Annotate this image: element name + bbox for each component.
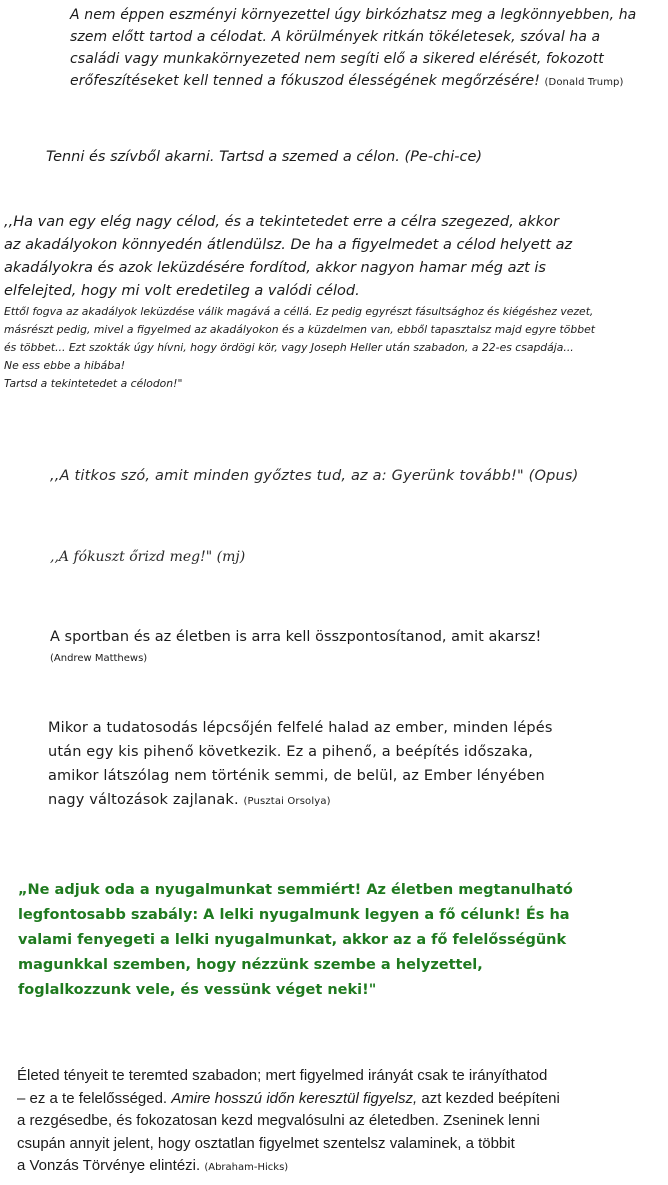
quote-line: amikor látszólag nem történik semmi, de belül, az Ember lényében: [48, 768, 545, 784]
quote-line: „Ne adjuk oda a nyugalmunkat semmiért! Az életben megtanulható: [18, 882, 573, 898]
quote-line: szem előtt tartod a célodat. A körülmények ritkán tökéletesek, szóval ha a: [70, 29, 601, 45]
quote-line: a rezgésedbe, és fokozatosan kezd megvalósulni az életedben. Zseninek lenni: [17, 1112, 540, 1129]
quote-inner-peace: [18, 878, 573, 1003]
quote-line: az akadályokon könnyedén átlendülsz. De ha a figyelmedet a célod helyett az: [4, 237, 573, 253]
quote-opus: [50, 468, 579, 484]
quote-line: ,,A titkos szó, amit minden győztes tud, az a: Gyerünk tovább!" (Opus): [50, 468, 579, 484]
quote-line: családi vagy munkakörnyezeted nem segíti elő a sikered elérését, fokozott: [70, 51, 604, 67]
quote-donald-trump: [70, 4, 636, 94]
quote-line: ,,Ha van egy elég nagy célod, és a tekintetedet erre a célra szegezed, akkor: [4, 214, 559, 230]
quote-line: foglalkozzunk vele, és vessünk véget neki!": [18, 982, 377, 998]
quote-pusztai-orsolya: [48, 716, 553, 814]
quote-text: azt kezded beépíteni: [417, 1089, 560, 1107]
quote-line: Tenni és szívből akarni. Tartsd a szemed a célon. (Pe-chi-ce): [46, 149, 483, 165]
quote-emphasis: Amire hosszú időn keresztül figyelsz,: [171, 1089, 418, 1107]
quote-small-line: másrészt pedig, mivel a figyelmed az akadályokon és a küzdelmen van, ebből tapasztalsz majd egyre többet: [4, 323, 595, 336]
quote-line: magunkkal szemben, hogy nézzünk szembe a helyzettel,: [18, 957, 483, 973]
quote-line: [70, 70, 636, 94]
quote-small-line: Ettől fogva az akadályok leküzdése válik magává a céllá. Ez pedig egyrészt fásultsághoz és kiégéshez vezet,: [4, 305, 594, 318]
quote-mj: [50, 549, 245, 565]
quote-andrew-matthews: [50, 626, 541, 670]
quote-line: [17, 1155, 560, 1180]
quote-line: valami fenyegeti a lelki nyugalmunkat, akkor az a fő felelősségünk: [18, 932, 567, 948]
quote-line: Életed tényeit te teremted szabadon; mert figyelmed irányát csak te irányíthatod: [17, 1067, 548, 1084]
quote-line: csupán annyit jelent, hogy osztatlan figyelmet szentelsz valaminek, a többit: [17, 1134, 515, 1152]
quote-line: A sportban és az életben is arra kell összpontosítanod, amit akarsz!: [50, 629, 542, 645]
quote-pe-chi-ce: [46, 146, 482, 168]
quote-line: A nem éppen eszményi környezettel úgy birkózhatsz meg a legkönnyebben, ha: [70, 7, 637, 23]
quote-line: elfelejted, hogy mi volt eredetileg a valódi célod.: [4, 283, 360, 299]
quote-text: nagy változások zajlanak.: [48, 792, 239, 808]
quote-line: akadályokra és azok leküzdésére fordítod, akkor nagyon hamar még azt is: [4, 260, 546, 276]
quote-source: (Pusztai Orsolya): [243, 796, 331, 807]
quote-line: [17, 1088, 560, 1111]
quote-small-line: Tartsd a tekintetedet a célodon!": [4, 377, 183, 390]
quote-line: Mikor a tudatosodás lépcsőjén felfelé halad az ember, minden lépés: [48, 720, 553, 736]
quote-line: [48, 788, 553, 814]
quote-small-line: és többet... Ezt szokták úgy hívni, hogy ördögi kör, vagy Joseph Heller után szabadon, a 22-es csapdája...: [4, 341, 574, 354]
quote-text: a Vonzás Törvénye elintézi.: [17, 1157, 201, 1174]
quote-small-line: Ne ess ebbe a hibába!: [4, 359, 126, 372]
quote-text: – ez a te felelősséged.: [17, 1089, 172, 1107]
quote-source: (Abraham-Hicks): [204, 1162, 289, 1173]
quote-line: után egy kis pihenő következik. Ez a pihenő, a beépítés időszaka,: [48, 744, 534, 760]
quote-focus-goal: [4, 211, 595, 393]
quote-abraham-hicks: [17, 1065, 560, 1180]
quote-line: ,,A fókuszt őrizd meg!" (mj): [50, 549, 246, 565]
quote-source: (Donald Trump): [544, 77, 624, 88]
quote-text: erőfeszítéseket kell tenned a fókuszod élességének megőrzésére!: [70, 73, 540, 89]
quote-line: legfontosabb szabály: A lelki nyugalmunk legyen a fő célunk! És ha: [18, 907, 570, 923]
quote-source: (Andrew Matthews): [50, 653, 148, 664]
